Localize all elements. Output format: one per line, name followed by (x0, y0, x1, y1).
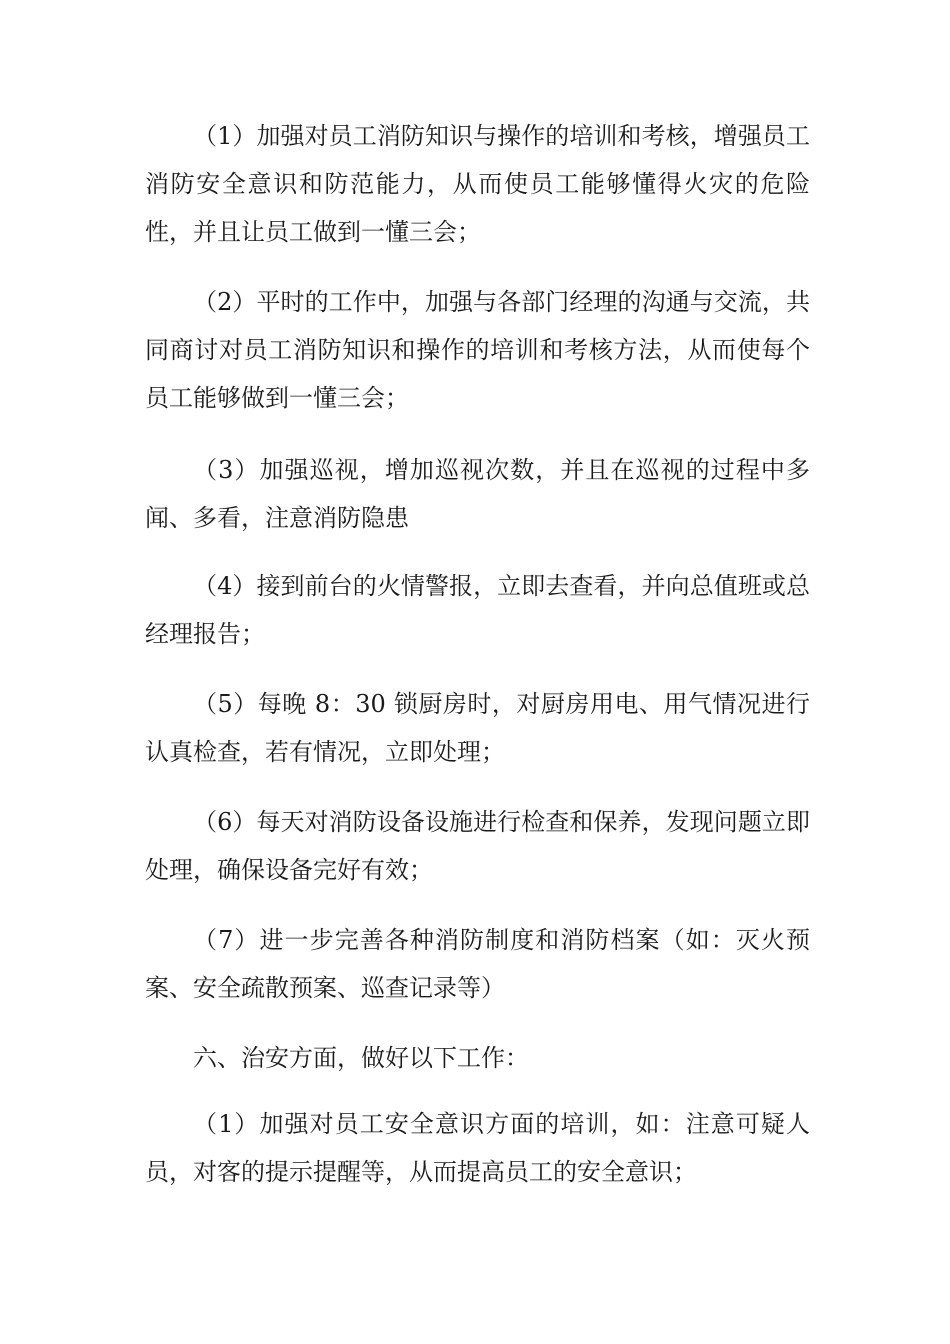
paragraph-kitchen-check: （5）每晚 8：30 锁厨房时，对厨房用电、用气情况进行认真检查，若有情况，立即处理； (145, 690, 810, 766)
paragraph-patrol: （3）加强巡视，增加巡视次数，并且在巡视的过程中多闻、多看，注意消防隐患 (145, 456, 810, 532)
paragraph-communication: （2）平时的工作中，加强与各部门经理的沟通与交流，共同商讨对员工消防知识和操作的培训和考核方法，从而使每个员工能够做到一懂三会； (145, 288, 810, 412)
paragraph-security-training: （1）加强对员工安全意识方面的培训，如：注意可疑人员，对客的提示提醒等，从而提高员工的安全意识； (145, 1110, 810, 1186)
paragraph-fire-training: （1）加强对员工消防知识与操作的培训和考核，增强员工消防安全意识和防范能力，从而使员工能够懂得火灾的危险性，并且让员工做到一懂三会； (145, 122, 810, 246)
paragraph-fire-records: （7）进一步完善各种消防制度和消防档案（如：灭火预案、安全疏散预案、巡查记录等） (145, 926, 810, 1002)
section-heading-security: 六、治安方面，做好以下工作： (193, 1044, 529, 1072)
paragraph-equipment-maintenance: （6）每天对消防设备设施进行检查和保养，发现问题立即处理，确保设备完好有效； (145, 808, 810, 884)
paragraph-fire-alarm: （4）接到前台的火情警报，立即去查看，并向总值班或总经理报告； (145, 572, 810, 648)
